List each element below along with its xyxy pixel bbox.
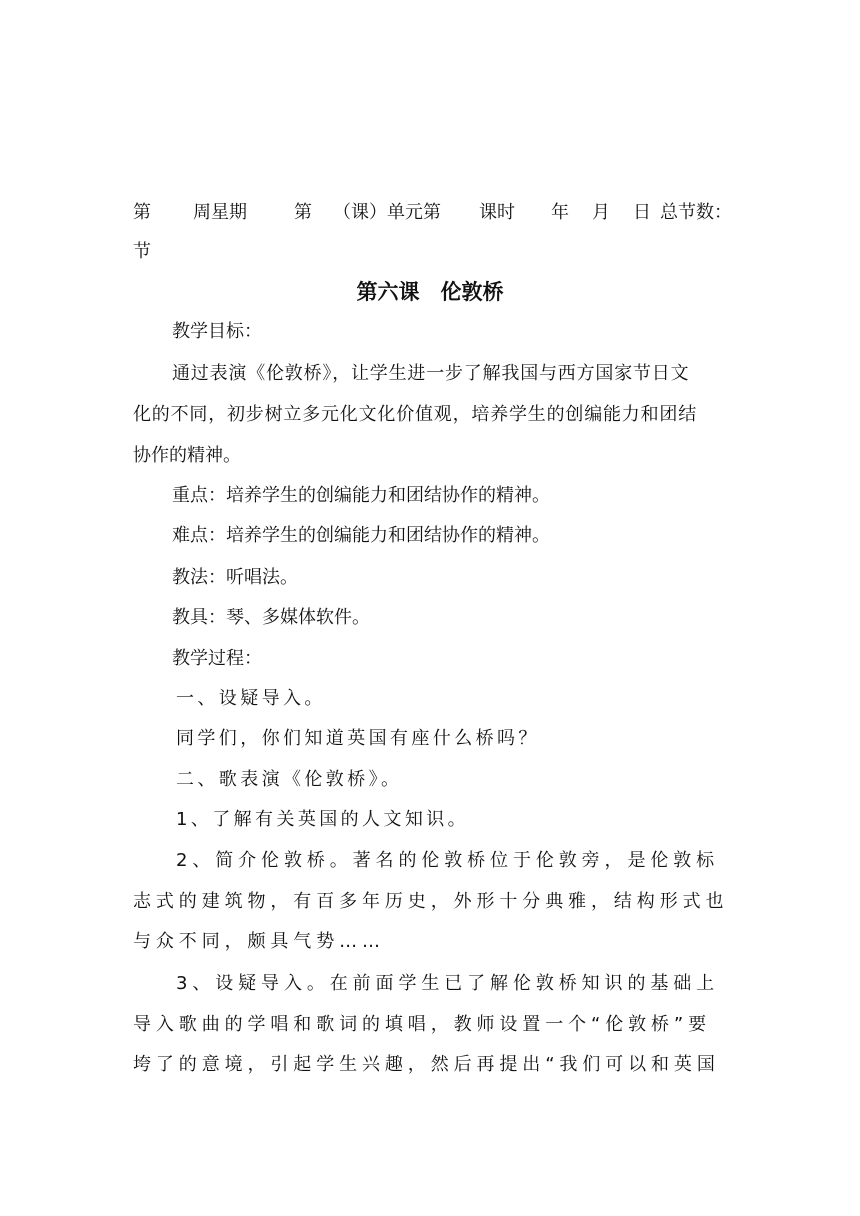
key-point: 重点：培养学生的创编能力和团结协作的精神。 (172, 485, 550, 506)
objectives-label: 教学目标： (172, 321, 262, 342)
objectives-line-3: 协作的精神。 (133, 445, 241, 466)
header-year: 年 (551, 202, 569, 223)
header-lesson-prefix: 第 (294, 202, 312, 223)
process-item-3-line-2: 导入歌曲的学唱和歌词的填唱，教师设置一个“伦敦桥”要 (133, 1014, 712, 1035)
process-item-2-line-3: 与众不同，颇具气势…… (133, 931, 385, 952)
process-label: 教学过程： (172, 648, 262, 669)
process-item-2-line-1: 2、简介伦敦桥。著名的伦敦桥位于伦敦旁，是伦敦标 (176, 850, 720, 871)
teaching-method: 教法：听唱法。 (172, 567, 298, 588)
header-unit: （课）单元第 (333, 202, 441, 223)
process-item-3-line-3: 垮了的意境，引起学生兴趣，然后再提出“我们可以和英国 (133, 1054, 720, 1075)
process-step-1: 一、设疑导入。 (176, 688, 326, 709)
header-period: 课时 (479, 202, 515, 223)
header-week-day: 周星期 (193, 202, 247, 223)
teaching-tools: 教具：琴、多媒体软件。 (172, 607, 370, 628)
process-item-3-line-1: 3、设疑导入。在前面学生已了解伦敦桥知识的基础上 (176, 973, 720, 994)
header-week-prefix: 第 (133, 202, 151, 223)
header-continuation: 节 (133, 241, 151, 262)
process-item-1: 1、了解有关英国的人文知识。 (176, 809, 470, 830)
objectives-line-2: 化的不同，初步树立多元化文化价值观，培养学生的创编能力和团结 (133, 404, 697, 425)
lesson-title: 第六课 伦敦桥 (356, 280, 504, 304)
objectives-line-1: 通过表演《伦敦桥》，让学生进一步了解我国与西方国家节日文 (172, 363, 690, 384)
process-step-2: 二、歌表演《伦敦桥》。 (176, 769, 403, 790)
process-item-2-line-2: 志式的建筑物，有百多年历史，外形十分典雅，结构形式也 (133, 891, 729, 912)
process-step-1-question: 同学们，你们知道英国有座什么桥吗？ (176, 728, 540, 749)
difficulty-point: 难点：培养学生的创编能力和团结协作的精神。 (172, 525, 550, 546)
header-day: 日 (633, 202, 651, 223)
header-total-periods: 总节数： (660, 202, 732, 223)
header-month: 月 (592, 202, 610, 223)
